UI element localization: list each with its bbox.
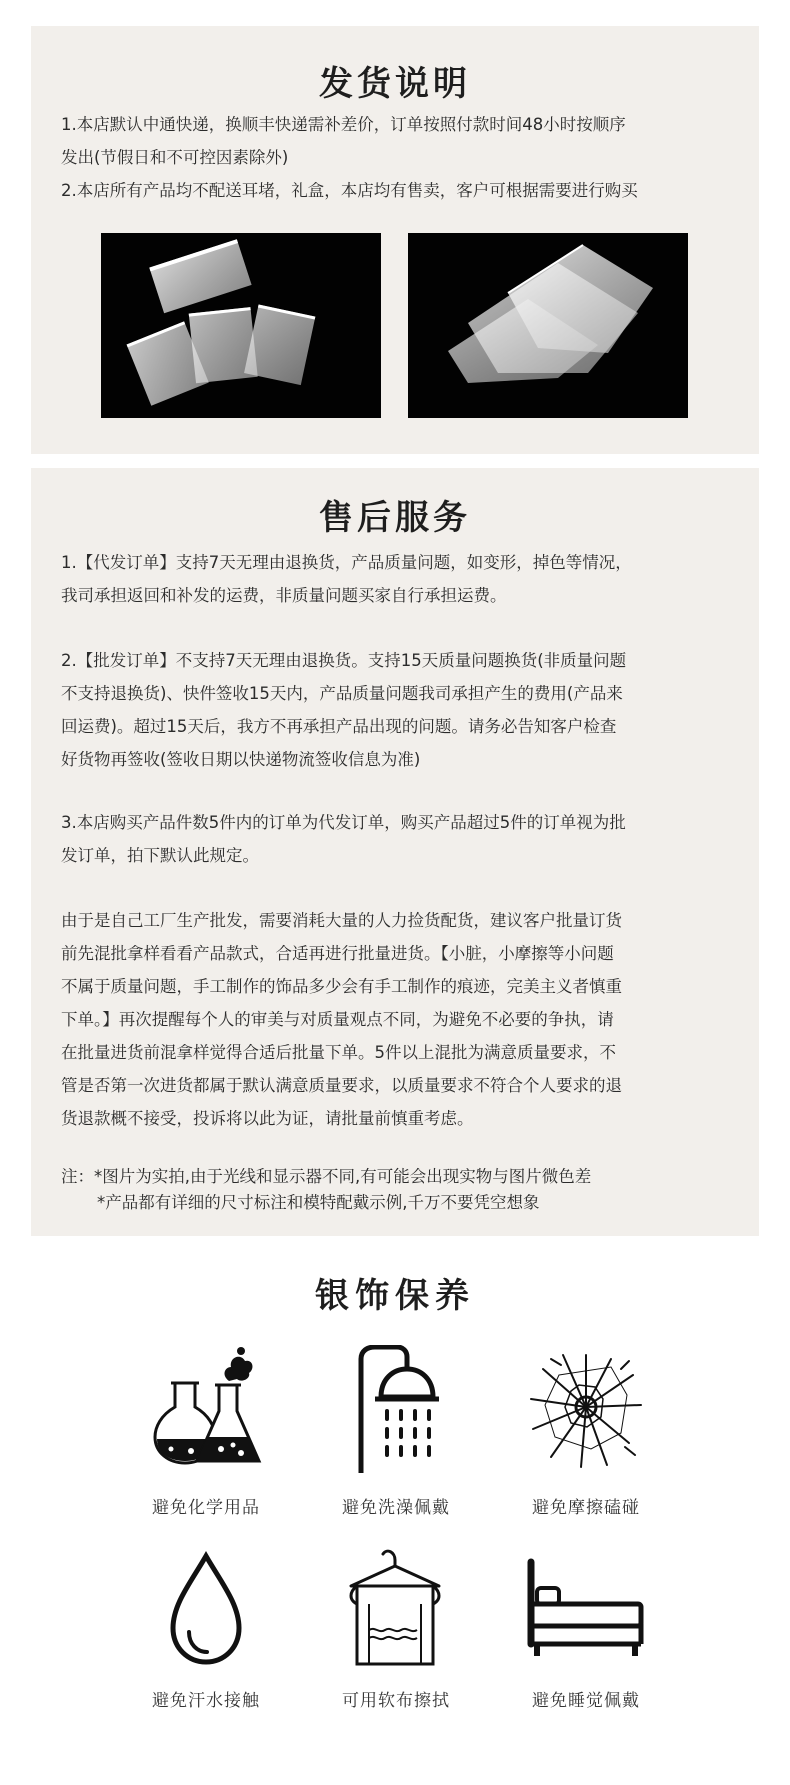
care-item-shower — [296, 1345, 496, 1518]
care-label-chemical: 避免化学用品 — [152, 1498, 260, 1518]
aftersale-title: 售后服务 — [319, 498, 471, 538]
shipping-panel — [31, 26, 759, 454]
chemical-flask-icon — [141, 1345, 271, 1475]
aftersale-p2-line-1: 2.【批发订单】不支持7天无理由退换货。支持15天质量问题换货(非质量问题 — [61, 651, 627, 670]
aftersale-p3-line-2: 发订单，拍下默认此规定。 — [61, 846, 259, 865]
note-line-2: *产品都有详细的尺寸标注和模特配戴示例,千万不要凭空想象 — [97, 1193, 540, 1212]
shipping-line-1b: 发出(节假日和不可控因素除外) — [61, 148, 289, 167]
aftersale-p2-line-4: 好货物再签收(签收日期以快递物流签收信息为准) — [61, 750, 421, 769]
care-item-crack — [486, 1345, 686, 1518]
aftersale-panel — [31, 468, 759, 1236]
shower-icon — [331, 1345, 461, 1475]
note-line-1: 注：*图片为实拍,由于光线和显示器不同,有可能会出现实物与图片微色差 — [61, 1167, 592, 1186]
shipping-line-1a: 1.本店默认中通快递，换顺丰快递需补差价，订单按照付款时间48小时按顺序 — [61, 115, 626, 134]
aftersale-p2-line-2: 不支持退换货)、快件签收15天内，产品质量问题我司承担产生的费用(产品来 — [61, 684, 623, 703]
care-item-chemical — [106, 1345, 306, 1518]
care-label-bed: 避免睡觉佩戴 — [532, 1691, 640, 1711]
zip-bags-large-image — [408, 233, 688, 418]
aftersale-p3-line-1: 3.本店购买产品件数5件内的订单为代发订单，购买产品超过5件的订单视为批 — [61, 813, 626, 832]
care-item-water — [106, 1548, 306, 1711]
aftersale-p4-line-4: 下单。】再次提醒每个人的审美与对质量观点不同，为避免不必要的争执，请 — [61, 1010, 614, 1029]
product-photo-large-bags — [408, 233, 688, 418]
care-label-crack: 避免摩擦磕碰 — [532, 1498, 640, 1518]
aftersale-p1-line-1: 1.【代发订单】支持7天无理由退换货，产品质量问题，如变形，掉色等情况， — [61, 553, 632, 572]
care-title: 银饰保养 — [315, 1276, 475, 1316]
product-photo-small-bags — [101, 233, 381, 418]
crack-icon — [521, 1345, 651, 1475]
shipping-line-2: 2.本店所有产品均不配送耳堵，礼盒，本店均有售卖，客户可根据需要进行购买 — [61, 181, 638, 200]
aftersale-p4-line-2: 前先混批拿样看看产品款式，合适再进行批量进货。【小脏，小摩擦等小问题 — [61, 944, 614, 963]
aftersale-p2-line-3: 回运费)。超过15天后，我方不再承担产品出现的问题。请务必告知客户检查 — [61, 717, 617, 736]
aftersale-p1-line-2: 我司承担返回和补发的运费，非质量问题买家自行承担运费。 — [61, 586, 507, 605]
care-label-water: 避免汗水接触 — [152, 1691, 260, 1711]
care-label-shower: 避免洗澡佩戴 — [342, 1498, 450, 1518]
care-item-bed — [486, 1552, 686, 1711]
aftersale-p4-line-1: 由于是自己工厂生产批发，需要消耗大量的人力捡货配货，建议客户批量订货 — [61, 911, 622, 930]
aftersale-p4-line-7: 货退款概不接受，投诉将以此为证，请批量前慎重考虑。 — [61, 1109, 474, 1128]
aftersale-p4-line-5: 在批量进货前混拿样觉得合适后批量下单。5件以上混批为满意质量要求，不 — [61, 1043, 616, 1062]
shipping-title: 发货说明 — [319, 64, 471, 104]
care-label-towel: 可用软布擦拭 — [342, 1691, 450, 1711]
bed-icon — [521, 1552, 651, 1668]
towel-hanger-icon — [331, 1540, 461, 1668]
care-item-towel — [296, 1540, 496, 1711]
aftersale-p4-line-3: 不属于质量问题，手工制作的饰品多少会有手工制作的痕迹，完美主义者慎重 — [61, 977, 622, 996]
aftersale-p4-line-6: 管是否第一次进货都属于默认满意质量要求，以质量要求不符合个人要求的退 — [61, 1076, 622, 1095]
water-drop-icon — [141, 1548, 271, 1668]
zip-bags-small-image — [101, 233, 381, 418]
